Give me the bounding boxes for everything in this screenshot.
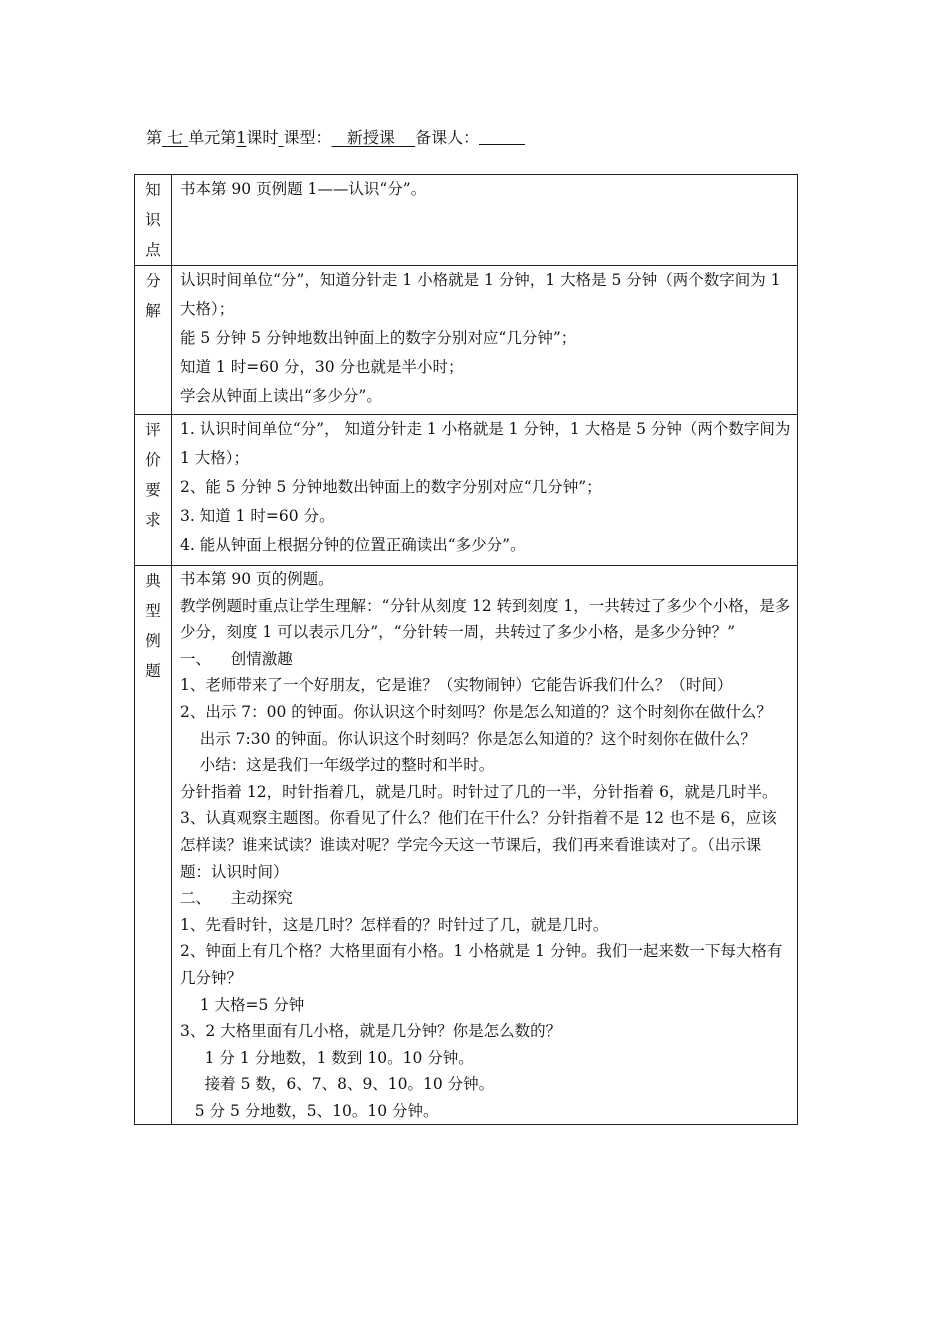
text-line: 教学例题时重点让学生理解：“分针从刻度 12 转到刻度 1，一共转过了多少个小格，是多少分，刻度 1 可以表示几分”，“分针转一周，共转过了多少小格，是多少分钟？” — [180, 596, 791, 642]
text-line: 分针指着 12，时针指着几，就是几时。时针过了几的一半，分针指着 6，就是几时半。 — [180, 782, 778, 801]
text-line: 学会从钟面上读出“多少分”。 — [180, 387, 382, 405]
text-line: 书本第 90 页例题 1——认识“分”。 — [180, 180, 427, 198]
text-line: 接着 5 数，6、7、8、9、10。10 分钟。 — [180, 1075, 495, 1094]
preparer-blank — [479, 126, 525, 145]
text-line: 3. 知道 1 时=60 分。 — [180, 507, 335, 525]
text-line: 2、能 5 分钟 5 分钟地数出钟面上的数字分别对应“几分钟”； — [180, 478, 602, 496]
text-line: 认识时间单位“分”，知道分针走 1 小格就是 1 分钟，1 大格是 5 分钟（两个数字间为 1 大格）； — [180, 271, 781, 318]
content-decomposition — [172, 266, 798, 415]
row-evaluation — [135, 415, 798, 566]
label-knowledge-point: 知 识 点 — [135, 175, 172, 266]
content-typical-example — [172, 566, 798, 1125]
text-line: 能 5 分钟 5 分钟地数出钟面上的数字分别对应“几分钟”； — [180, 329, 577, 347]
lesson-type: 新授课 — [346, 128, 395, 147]
row-decomposition — [135, 266, 798, 415]
text-line: 知道 1 时=60 分，30 分也就是半小时； — [180, 358, 464, 376]
header-type-label: 课型： — [283, 128, 332, 147]
text-line: 2、出示 7：00 的钟面。你认识这个时刻吗？你是怎么知道的？这个时刻你在做什么？ — [180, 702, 772, 721]
unit-number: 七 — [167, 128, 184, 147]
section-heading: 二、 主动探究 — [180, 889, 293, 908]
text-line: 1 大格=5 分钟 — [180, 995, 305, 1014]
text-line: 出示 7:30 的钟面。你认识这个时刻吗？你是怎么知道的？这个时刻你在做什么？ — [180, 729, 756, 748]
header-prefix: 第 — [146, 128, 163, 147]
lesson-plan-table — [134, 174, 798, 1125]
text-line: 5 分 5 分地数，5、10。10 分钟。 — [180, 1101, 439, 1120]
text-line: 4. 能从钟面上根据分钟的位置正确读出“多少分”。 — [180, 536, 526, 554]
text-line: 1、老师带来了一个好朋友，它是谁？（实物闹钟）它能告诉我们什么？（时间） — [180, 676, 733, 695]
label-evaluation: 评 价 要 求 — [135, 415, 172, 566]
label-typical-example: 典 型 例 题 — [135, 566, 172, 1125]
text-line: 书本第 90 页的例题。 — [180, 570, 334, 588]
content-evaluation — [172, 415, 798, 566]
text-line: 1、先看时针，这是几时？怎样看的？时针过了几，就是几时。 — [180, 915, 609, 934]
label-decomposition: 分 解 — [135, 266, 172, 415]
content-knowledge-point — [172, 175, 798, 266]
header-lesson-text: 课时 — [246, 128, 279, 147]
lesson-number: 1 — [236, 128, 247, 147]
text-line: 3、认真观察主题图。你看见了什么？他们在干什么？分针指着不是 12 也不是 6，应该怎样读？谁来试读？谁读对呢？学完今天这一节课后，我们再来看谁读对了。（出示课题：认识时间） — [180, 809, 777, 881]
section-heading: 一、 创情激趣 — [180, 649, 293, 668]
text-line: 2、钟面上有几个格？大格里面有小格。1 小格就是 1 分钟。我们一起来数一下每大格有几分钟？ — [180, 942, 783, 987]
text-line: 1 分 1 分地数，1 数到 10。10 分钟。 — [180, 1048, 474, 1067]
header-unit-text: 单元第 — [188, 128, 237, 147]
text-line: 1. 认识时间单位“分”， 知道分针走 1 小格就是 1 分钟，1 大格是 5 分钟（两个数字间为 1 大格）； — [180, 420, 791, 467]
lesson-header — [146, 126, 525, 150]
row-typical-example — [135, 566, 798, 1125]
text-line: 3、2 大格里面有几小格，就是几分钟？你是怎么数的？ — [180, 1022, 562, 1041]
header-preparer-label: 备课人： — [415, 128, 480, 147]
text-line: 小结：这是我们一年级学过的整时和半时。 — [180, 756, 495, 775]
row-knowledge-point — [135, 175, 798, 266]
